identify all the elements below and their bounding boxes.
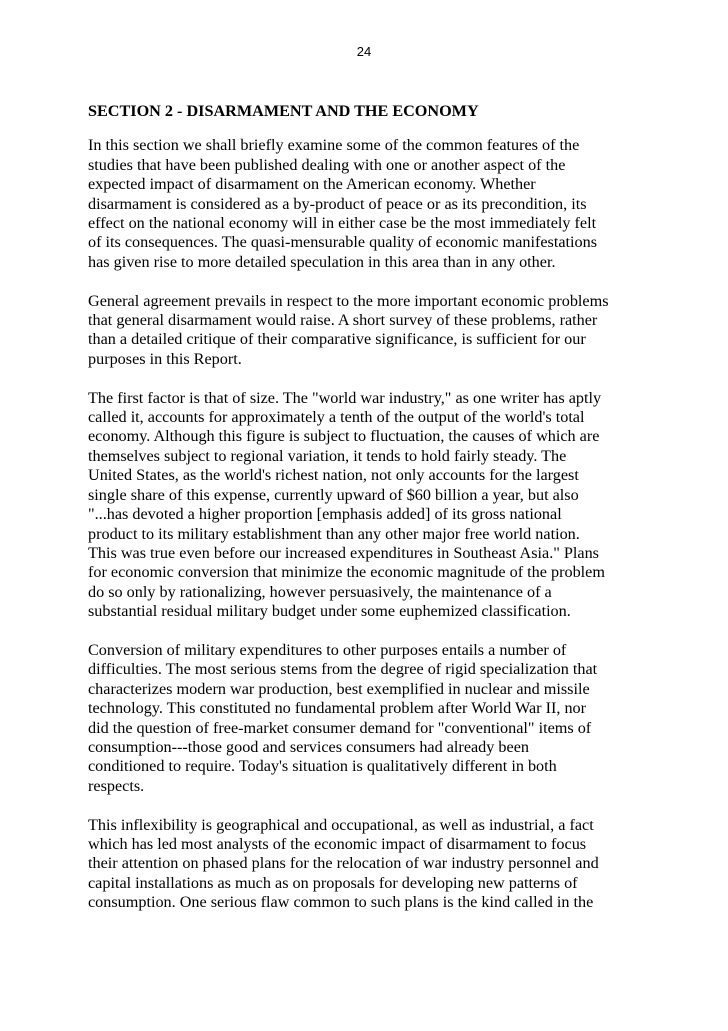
paragraph-line: of its consequences. The quasi-mensurable quality of economic manifestations <box>88 233 598 252</box>
paragraph-line: consumption. One serious flaw common to such plans is the kind called in the <box>88 893 594 912</box>
paragraph-line: which has led most analysts of the economic impact of disarmament to focus <box>88 834 587 853</box>
paragraph-line: economy. Although this figure is subject to fluctuation, the causes of which are <box>88 427 600 446</box>
paragraph-line: effect on the national economy will in either case be the most immediately felt <box>88 214 597 233</box>
paragraph-line: expected impact of disarmament on the American economy. Whether <box>88 175 536 194</box>
paragraph-line: do so only by rationalizing, however persuasively, the maintenance of a <box>88 582 552 601</box>
paragraph <box>88 292 643 370</box>
paragraph-line: This was true even before our increased expenditures in Southeast Asia." Plans <box>88 543 599 562</box>
paragraph-line: consumption---those good and services consumers had already been <box>88 737 529 756</box>
paragraph-line: product to its military establishment than any other major free world nation. <box>88 524 580 543</box>
paragraph <box>88 816 643 913</box>
paragraph-line: that general disarmament would raise. A short survey of these problems, rather <box>88 311 598 330</box>
paragraph-line: purposes in this Report. <box>88 349 242 368</box>
paragraph <box>88 389 643 622</box>
paragraph-line: called it, accounts for approximately a tenth of the output of the world's total <box>88 408 585 427</box>
document-body <box>88 102 643 932</box>
paragraph <box>88 641 643 796</box>
paragraph-line: themselves subject to regional variation, it tends to hold fairly steady. The <box>88 446 567 465</box>
paragraph-line: difficulties. The most serious stems from the degree of rigid specialization that <box>88 660 598 679</box>
paragraph-line: Conversion of military expenditures to other purposes entails a number of <box>88 640 567 659</box>
paragraph-line: In this section we shall briefly examine some of the common features of the <box>88 136 580 155</box>
paragraph-line: The first factor is that of size. The "world war industry," as one writer has aptly <box>88 388 602 407</box>
paragraph-line: than a detailed critique of their comparative significance, is sufficient for our <box>88 330 586 349</box>
paragraph-line: their attention on phased plans for the relocation of war industry personnel and <box>88 854 599 873</box>
paragraph-line: characterizes modern war production, best exemplified in nuclear and missile <box>88 679 590 698</box>
paragraph-line: single share of this expense, currently upward of $60 billion a year, but also <box>88 485 579 504</box>
page-number: 24 <box>356 44 372 59</box>
paragraph-line: did the question of free-market consumer demand for "conventional" items of <box>88 718 592 737</box>
paragraph-line: conditioned to require. Today's situation is qualitatively different in both <box>88 757 557 776</box>
paragraph-line: General agreement prevails in respect to the more important economic problems <box>88 291 609 310</box>
paragraph <box>88 136 643 272</box>
paragraph-line: United States, as the world's richest nation, not only accounts for the largest <box>88 466 579 485</box>
paragraph-line: has given rise to more detailed speculation in this area than in any other. <box>88 252 556 271</box>
paragraph-line: for economic conversion that minimize the economic magnitude of the problem <box>88 563 605 582</box>
paragraph-line: disarmament is considered as a by-product of peace or as its precondition, its <box>88 194 587 213</box>
paragraph-line: This inflexibility is geographical and occupational, as well as industrial, a fact <box>88 815 594 834</box>
section-title: SECTION 2 - DISARMAMENT AND THE ECONOMY <box>88 102 479 120</box>
paragraph-list <box>88 136 643 912</box>
paragraph-line: substantial residual military budget under some euphemized classification. <box>88 602 571 621</box>
paragraph-line: respects. <box>88 776 145 795</box>
paragraph-line: capital installations as much as on proposals for developing new patterns of <box>88 873 578 892</box>
paragraph-line: "...has devoted a higher proportion [emphasis added] of its gross national <box>88 505 562 524</box>
paragraph-line: studies that have been published dealing with one or another aspect of the <box>88 155 566 174</box>
paragraph-line: technology. This constituted no fundamental problem after World War II, nor <box>88 699 587 718</box>
